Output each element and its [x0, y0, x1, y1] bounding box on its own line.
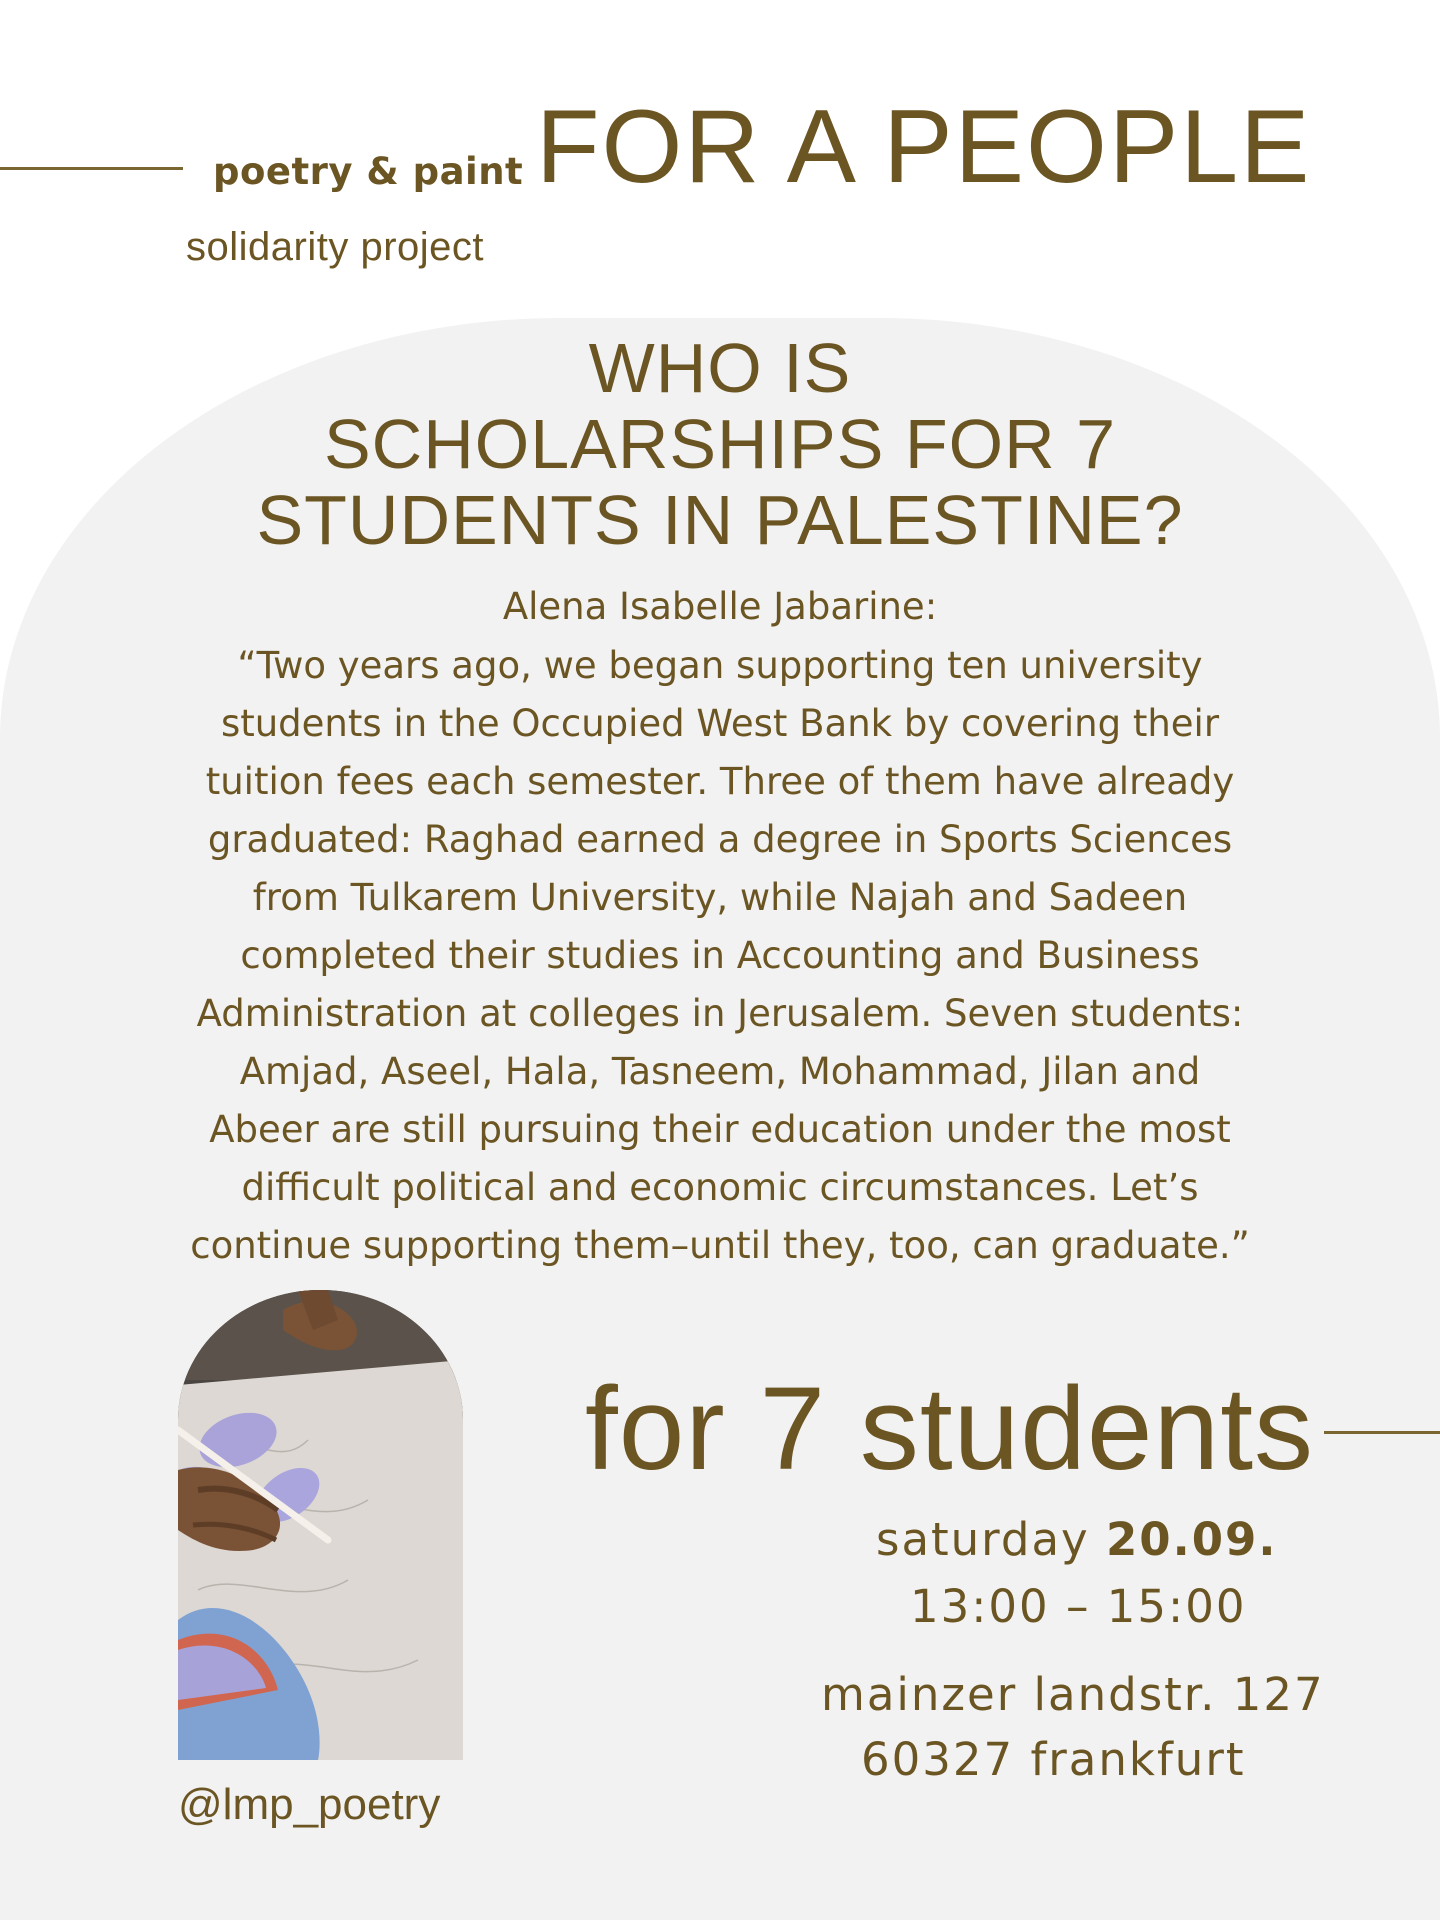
- event-day: saturday: [876, 1513, 1090, 1566]
- tagline: poetry & paint: [213, 150, 524, 193]
- event-city: 60327 frankfurt: [861, 1733, 1246, 1786]
- painting-photo: [178, 1290, 463, 1760]
- quote-line: continue supporting them–until they, too, can graduate.”: [190, 1224, 1250, 1267]
- quote-line: Amjad, Aseel, Hala, Tasneem, Mohammad, Jilan and: [239, 1050, 1201, 1093]
- quote-line: students in the Occupied West Bank by covering their: [220, 702, 1220, 745]
- event-date-value: 20.09.: [1105, 1513, 1278, 1566]
- quote-line: Abeer are still pursuing their education under the most: [209, 1108, 1231, 1151]
- event-subtitle: for 7 students: [585, 1363, 1314, 1495]
- subtagline: solidarity project: [186, 225, 485, 269]
- headline-line-3: STUDENTS IN PALESTINE?: [256, 481, 1184, 559]
- event-time: 13:00 – 15:00: [910, 1580, 1247, 1633]
- quote-line: “Two years ago, we began supporting ten university: [237, 644, 1203, 687]
- quote-text: [130, 637, 1310, 1275]
- divider-line-right: [1324, 1431, 1440, 1434]
- painting-illustration: [178, 1290, 463, 1760]
- divider-line-left: [0, 167, 183, 170]
- quote-line: graduated: Raghad earned a degree in Sports Sciences: [207, 818, 1233, 861]
- headline-line-2: SCHOLARSHIPS FOR 7: [323, 405, 1117, 483]
- quote-line: from Tulkarem University, while Najah and Sadeen: [252, 876, 1188, 919]
- event-date: [876, 1513, 1277, 1566]
- quote-line: Administration at colleges in Jerusalem. Seven students:: [196, 992, 1244, 1035]
- quote-line: tuition fees each semester. Three of them have already: [205, 760, 1235, 803]
- main-title: FOR A PEOPLE: [536, 89, 1312, 205]
- event-street: mainzer landstr. 127: [821, 1668, 1325, 1721]
- headline-line-1: WHO IS: [588, 329, 852, 407]
- quote-line: difficult political and economic circumstances. Let’s: [241, 1166, 1199, 1209]
- quote-line: completed their studies in Accounting and Business: [240, 934, 1200, 977]
- social-handle[interactable]: @lmp_poetry: [178, 1780, 441, 1829]
- quote-author: Alena Isabelle Jabarine:: [502, 585, 938, 628]
